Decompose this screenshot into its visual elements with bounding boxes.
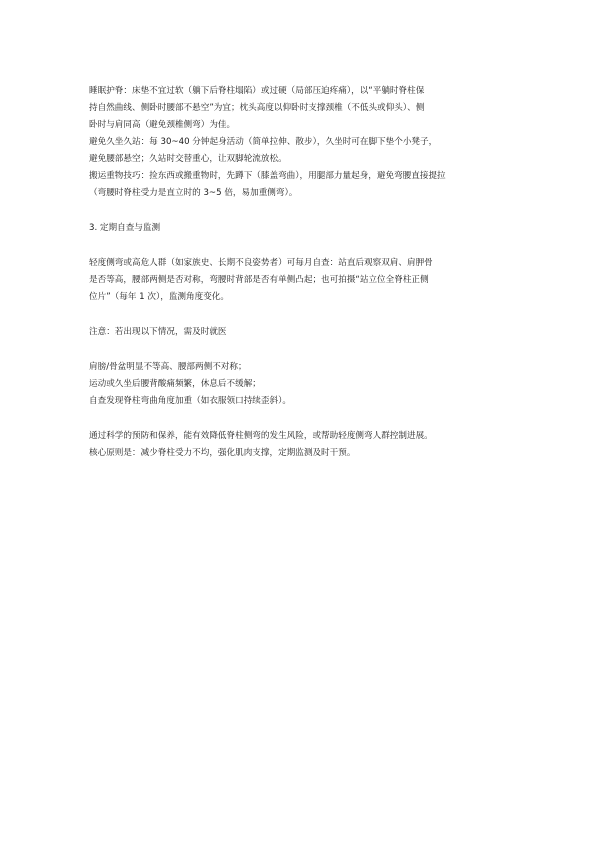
- paragraph-conclusion: [89, 428, 509, 462]
- text-line: 避免久坐久站：每 30~40 分钟起身活动（简单拉伸、散步），久坐时可在脚下垫个小凳子，: [89, 137, 438, 147]
- document-body: [89, 83, 509, 462]
- notice-heading: 注意：若出现以下情况，需及时就医: [89, 327, 227, 337]
- text-line: 通过科学的预防和保养，能有效降低脊柱侧弯的发生风险，或帮助轻度侧弯人群控制进展。: [89, 431, 433, 441]
- paragraph-daily-care: [89, 83, 509, 202]
- text-line: 避免腰部悬空；久站时交替重心，让双脚轮流放松。: [89, 154, 287, 164]
- list-item: 自查发现脊柱弯曲角度加重（如衣服领口持续歪斜）。: [89, 396, 291, 406]
- paragraph-warning-list: [89, 359, 509, 410]
- text-line: 卧时与肩同高（避免颈椎侧弯）为佳。: [89, 120, 236, 130]
- list-item: 肩膀/骨盆明显不等高、腰部两侧不对称；: [89, 362, 247, 372]
- paragraph-self-check: [89, 255, 509, 306]
- section-heading: 3. 定期自查与监测: [89, 223, 161, 233]
- text-line: 是否等高，腰部两侧是否对称，弯腰时背部是否有单侧凸起；也可拍摄“站立位全脊柱正侧: [89, 275, 429, 285]
- text-line: 搬运重物技巧：捡东西或搬重物时，先蹲下（膝盖弯曲），用腿部力量起身，避免弯腰直接提拉: [89, 171, 446, 181]
- text-line: 持自然曲线、侧卧时腰部不悬空”为宜；枕头高度以仰卧时支撑颈椎（不低头或仰头）、侧: [89, 103, 425, 113]
- text-line: 睡眠护脊：床垫不宜过软（躺下后脊柱塌陷）或过硬（局部压迫疼痛），以“平躺时脊柱保: [89, 86, 425, 96]
- list-item: 运动或久坐后腰背酸痛频繁，休息后不缓解；: [89, 379, 261, 389]
- text-line: 核心原则是：减少脊柱受力不均，强化肌肉支撑，定期监测及时干预。: [89, 448, 356, 458]
- text-line: 位片”（每年 1 次），监测角度变化。: [89, 292, 229, 302]
- text-line: 轻度侧弯或高危人群（如家族史、长期不良姿势者）可每月自查：站直后观察双肩、肩胛骨: [89, 258, 433, 268]
- text-line: （弯腰时脊柱受力是直立时的 3~5 倍，易加重侧弯）。: [89, 188, 298, 198]
